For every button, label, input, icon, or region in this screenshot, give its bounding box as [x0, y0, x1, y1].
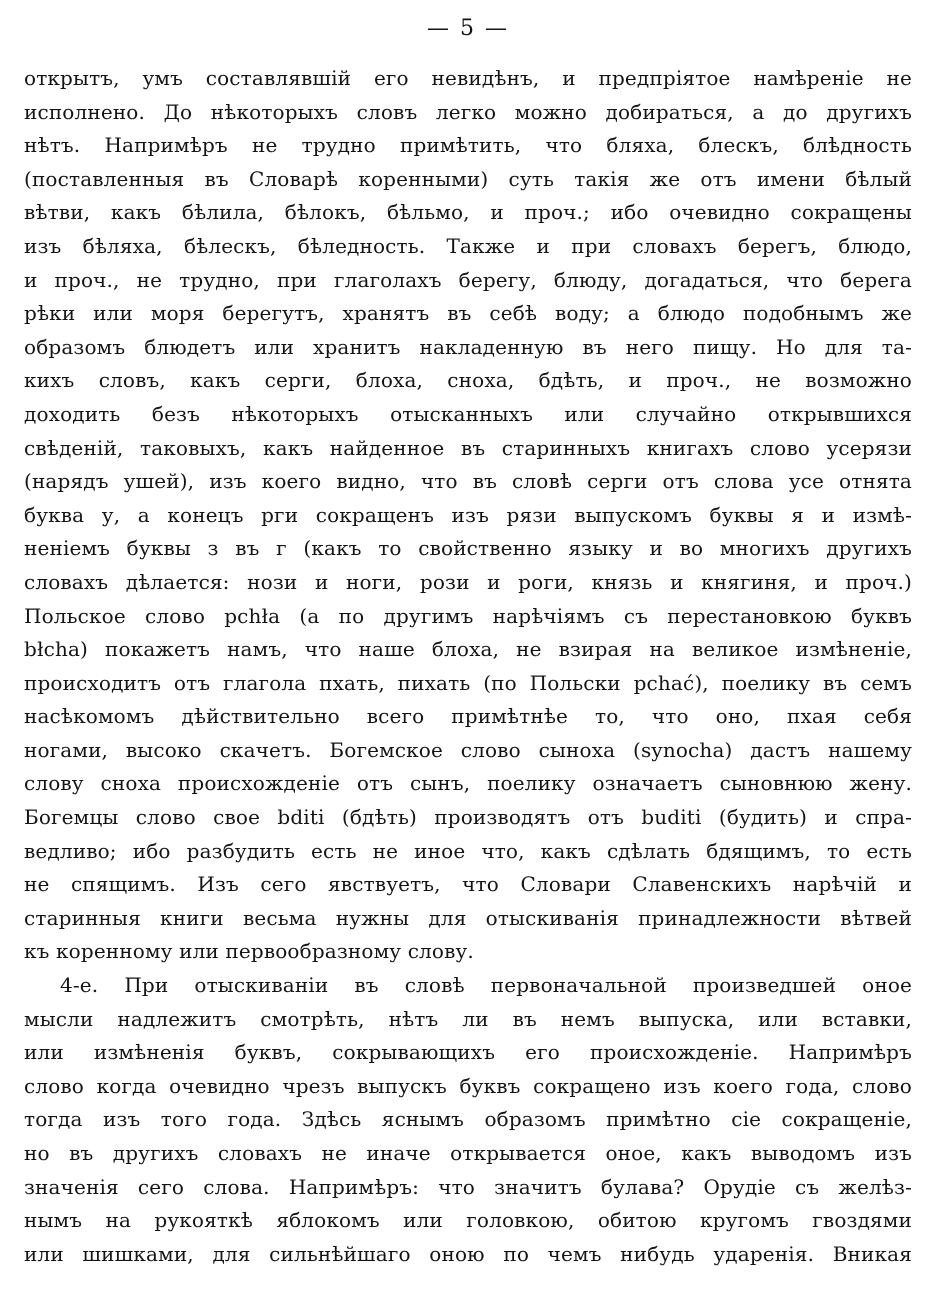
text-line: ногами, высоко скачетъ. Богемское слово сыноха (synocha) дастъ нашему — [24, 737, 912, 762]
text-line: не спящимъ. Изъ сего явствуетъ, что Словари Славенскихъ нарѣчій и — [24, 872, 912, 897]
text-line: кихъ словъ, какъ серги, блоха, сноха, бдѣть, и проч., не возможно — [24, 368, 912, 393]
text-line: слово когда очевидно чрезъ выпускъ буквъ сокращено изъ коего года, слово — [24, 1073, 912, 1098]
text-line: вѣтви, какъ бѣлила, бѣлокъ, бѣльмо, и проч.; ибо очевидно сокращены — [24, 200, 912, 225]
text-line: (поставленныя въ Словарѣ коренными) суть такія же отъ имени бѣлый — [24, 166, 912, 191]
text-line: изъ бѣляха, бѣлескъ, бѣледность. Также и при словахъ берегъ, блюдо, — [24, 233, 912, 258]
paragraph-2 — [24, 969, 912, 1271]
text-line: (нарядъ ушей), изъ коего видно, что въ словѣ серги отъ слова усе отнята — [24, 469, 912, 494]
text-line: тогда изъ того года. Здѣсь яснымъ образомъ примѣтно сіе сокращеніе, — [24, 1107, 912, 1132]
text-line: Богемцы слово свое bditi (бдѣть) производятъ отъ buditi (будить) и спра- — [24, 805, 912, 830]
text-line: рѣки или моря берегутъ, хранятъ въ себѣ воду; а блюдо подобнымъ же — [24, 301, 912, 326]
text-line: старинныя книги весьма нужны для отыскиванія принадлежности вѣтвей — [24, 905, 912, 930]
text-line: свѣденій, таковыхъ, какъ найденное въ старинныхъ книгахъ слово усерязи — [24, 435, 912, 460]
text-line: къ коренному или первообразному слову. — [24, 939, 474, 964]
text-line: или измѣненія буквъ, сокрывающихъ его происхожденіе. Напримѣръ — [24, 1040, 912, 1065]
text-line: нымъ на рукояткѣ яблокомъ или головкою, обитою кругомъ гвоздями — [24, 1208, 912, 1233]
text-line: значенія сего слова. Напримѣръ: что значитъ булава? Орудіе съ желѣз- — [24, 1174, 912, 1199]
text-line: образомъ блюдетъ или хранитъ накладенную въ него пищу. Но для та- — [24, 334, 912, 359]
page-number: — 5 — — [427, 16, 509, 41]
text-line: нѣтъ. Напримѣръ не трудно примѣтить, что бляха, блескъ, блѣдность — [24, 133, 912, 158]
text-line: насѣкомомъ дѣйствительно всего примѣтнѣе то, что оно, пхая себя — [24, 704, 912, 729]
paragraph-1 — [24, 62, 912, 969]
text-line: błcha) покажетъ намъ, что наше блоха, не взирая на великое измѣненіе, — [24, 637, 912, 662]
text-line: или шишками, для сильнѣйшаго оною по чемъ нибудь ударенія. Вникая — [24, 1241, 912, 1266]
text-line: но въ другихъ словахъ не иначе открывается оное, какъ выводомъ изъ — [24, 1141, 912, 1165]
text-line: и проч., не трудно, при глаголахъ берегу, блюду, догадаться, что берега — [24, 267, 912, 292]
text-line: исполнено. До нѣкоторыхъ словъ легко можно добираться, а до другихъ — [24, 99, 912, 124]
text-line: неніемъ буквы з въ г (какъ то свойственно языку и во многихъ другихъ — [24, 536, 912, 561]
text-line: 4-е. При отыскиваніи въ словѣ первоначальной произведшей оное — [60, 973, 912, 998]
text-line: доходить безъ нѣкоторыхъ отысканныхъ или случайно открывшихся — [24, 401, 912, 426]
text-line: буква у, а конецъ рги сокращенъ изъ рязи выпускомъ буквы я и измѣ- — [24, 502, 912, 527]
text-line: словахъ дѣлается: нози и ноги, рози и роги, князь и княгиня, и проч.) — [24, 569, 912, 594]
text-line: слову сноха происхожденіе отъ сынъ, поелику означаетъ сыновнюю жену. — [24, 771, 912, 796]
text-line: мысли надлежитъ смотрѣть, нѣтъ ли въ немъ выпуска, или вставки, — [24, 1006, 912, 1031]
text-line: происходитъ отъ глагола пхать, пихать (по Польски pchać), поелику въ семъ — [24, 670, 912, 695]
text-line: ведливо; ибо разбудить есть не иное что, какъ сдѣлать бдящимъ, то есть — [24, 838, 912, 863]
text-line: открытъ, умъ составлявшій его невидѣнъ, и предпріятое намѣреніе не — [24, 66, 912, 90]
text-line: Польское слово pchła (а по другимъ нарѣчіямъ съ перестановкою буквъ — [24, 603, 912, 628]
